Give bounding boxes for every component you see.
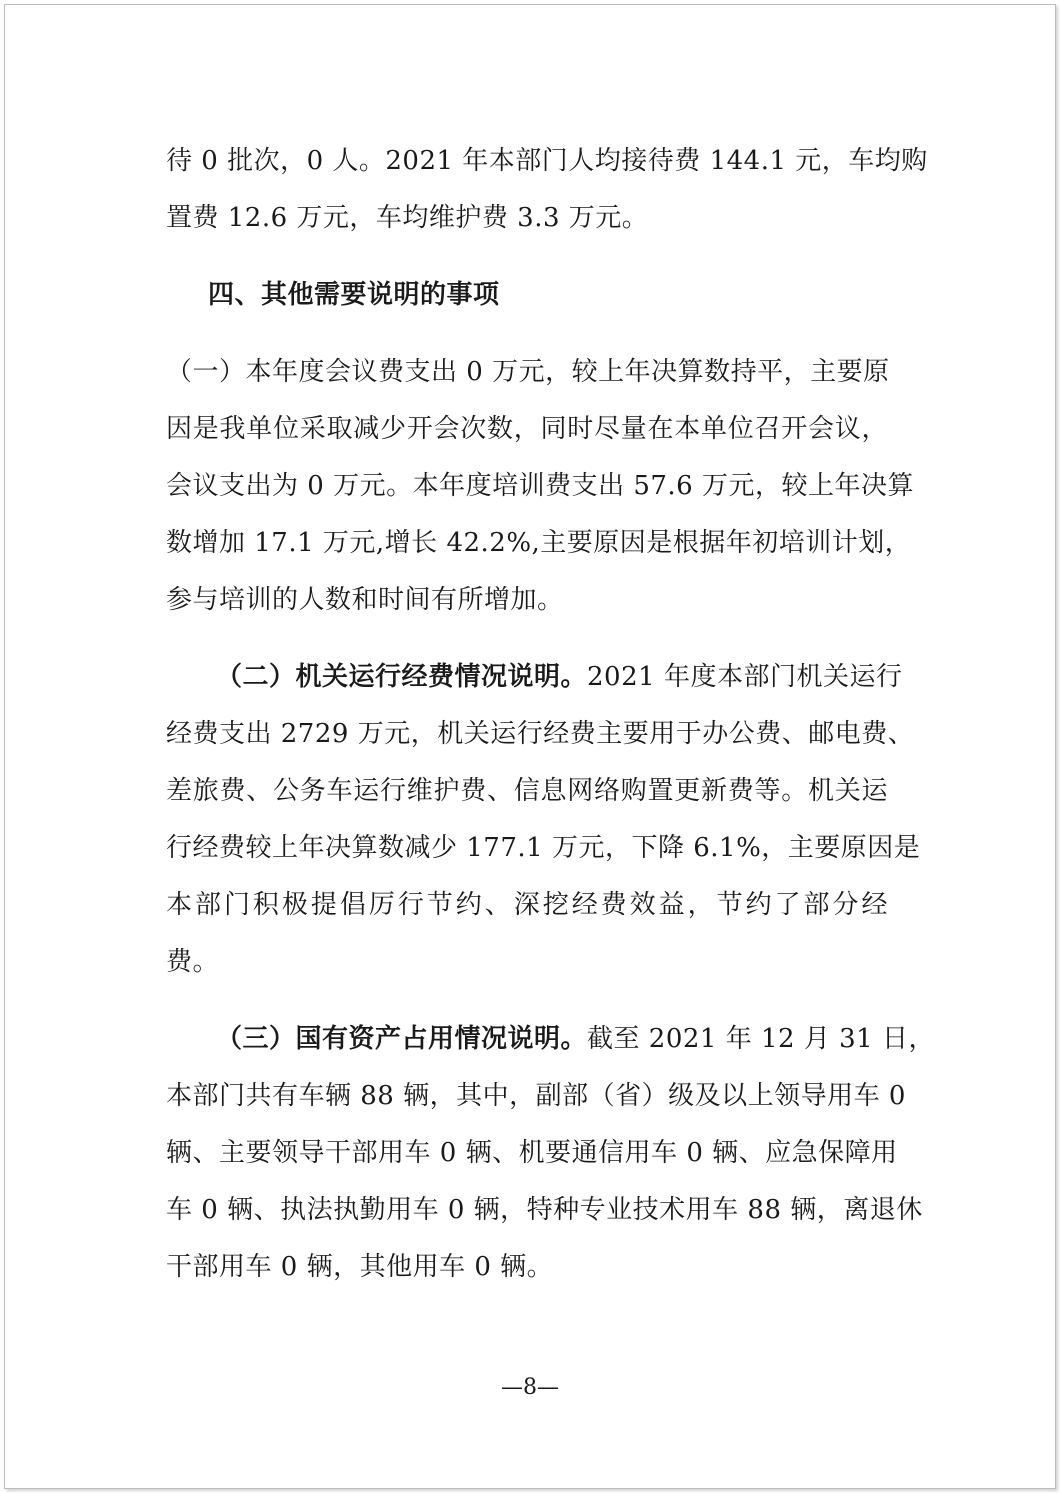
text-line: 待 0 批次，0 人。2021 年本部门人均接待费 144.1 元，车均购 [166, 146, 928, 176]
text-line: 因是我单位采取减少开会次数，同时尽量在本单位召开会议， [166, 414, 888, 444]
text-line: 置费 12.6 万元，车均维护费 3.3 万元。 [166, 203, 649, 233]
text-line: 干部用车 0 辆，其他用车 0 辆。 [166, 1252, 554, 1282]
text-line: 本部门共有车辆 88 辆，其中，副部（省）级及以上领导用车 0 [166, 1081, 906, 1111]
text-line: 本部门积极提倡厉行节约、深挖经费效益，节约了部分经 [166, 890, 888, 920]
text-line: 差旅费、公务车运行维护费、信息网络购置更新费等。机关运 [166, 776, 888, 806]
text-line: 行经费较上年决算数减少 177.1 万元，下降 6.1%，主要原因是 [166, 833, 921, 863]
paragraph-meeting-training [166, 344, 914, 629]
text-line: 车 0 辆、执法执勤用车 0 辆，特种专业技术用车 88 辆，离退休 [166, 1195, 923, 1225]
text-line [166, 1011, 935, 1068]
paragraph-lead: （三）国有资产占用情况说明。 [216, 1024, 588, 1054]
paragraph-lead-rest: 2021 年度本部门机关运行 [587, 662, 903, 692]
text-line: 费。 [166, 947, 220, 977]
page-number: —8— [501, 1375, 559, 1400]
text-line: 数增加 17.1 万元,增长 42.2%,主要原因是根据年初培训计划， [166, 528, 912, 558]
text-line [166, 649, 903, 706]
text-line: 会议支出为 0 万元。本年度培训费支出 57.6 万元，较上年决算 [166, 471, 914, 501]
text-line: （一）本年度会议费支出 0 万元，较上年决算数持平，主要原 [166, 357, 890, 387]
paragraph-lead-rest: 截至 2021 年 12 月 31 日， [587, 1024, 935, 1054]
text-line: 参与培训的人数和时间有所增加。 [166, 585, 564, 615]
section-heading: 四、其他需要说明的事项 [208, 280, 500, 310]
paragraph-operating-expenses [166, 649, 921, 991]
document-body [166, 133, 935, 1296]
text-line: 经费支出 2729 万元，机关运行经费主要用于办公费、邮电费、 [166, 719, 915, 749]
paragraph-state-assets [166, 1011, 935, 1296]
paragraph-intro [166, 133, 928, 247]
paragraph-lead: （二）机关运行经费情况说明。 [216, 662, 588, 692]
text-line: 辆、主要领导干部用车 0 辆、机要通信用车 0 辆、应急保障用 [166, 1138, 898, 1168]
